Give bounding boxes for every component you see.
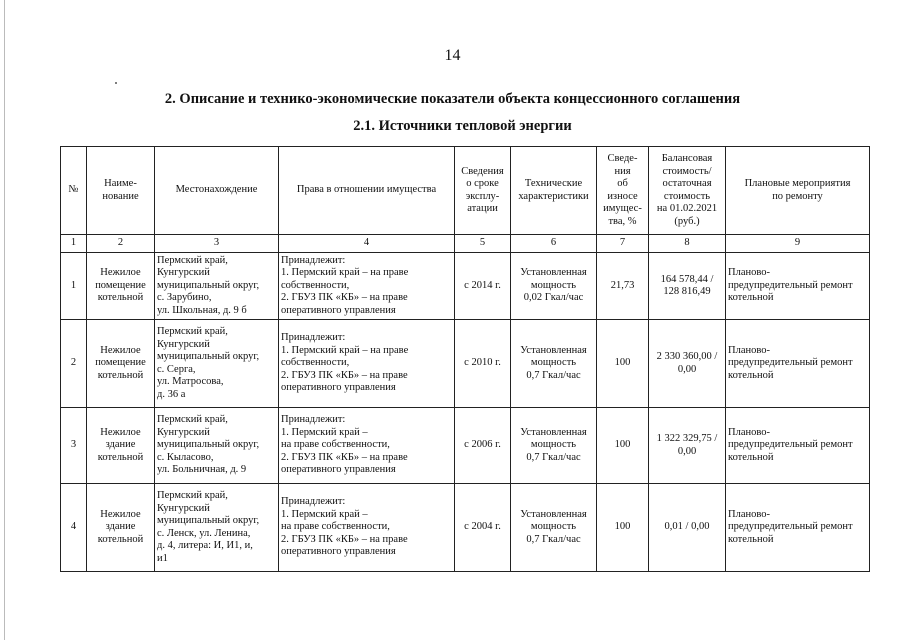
- cell-line: Сведения: [461, 165, 504, 177]
- cell-line: 0,01 / 0,00: [664, 521, 710, 533]
- cell-line: атации: [467, 203, 498, 214]
- cell-tech: [511, 408, 597, 484]
- cell-line: помещение: [95, 357, 146, 369]
- cell-line: Установленная: [520, 267, 587, 279]
- cell-line: с. Зарубино,: [157, 292, 212, 304]
- cell-line: №: [68, 184, 79, 196]
- cell-line: Планово-: [728, 344, 770, 356]
- cell-line: Права в отношении имущества: [296, 184, 437, 196]
- cell-tech: [511, 484, 597, 572]
- cell-line: на праве собственности,: [281, 439, 390, 451]
- column-number: 5: [455, 235, 511, 253]
- cell-line: 164 578,44 /: [660, 273, 714, 285]
- cell-wear: 100: [597, 320, 649, 408]
- cell-line: Нежилое: [100, 344, 141, 356]
- cell-line: Кунгурский: [157, 267, 210, 279]
- cell-rights: [279, 408, 455, 484]
- cell-location: [155, 484, 279, 572]
- cell-line: котельной: [97, 292, 144, 304]
- cell-line: собственности,: [281, 357, 350, 369]
- cell-line: собственности,: [281, 279, 350, 291]
- cell-rights: [279, 253, 455, 320]
- cell-line: 2 330 360,00 /: [656, 351, 718, 362]
- cell-line: Нежилое: [100, 267, 141, 279]
- cell-line: ул. Школьная, д. 9 б: [157, 304, 247, 316]
- scan-speck: [115, 82, 117, 84]
- cell-line: предупредительный ремонт: [728, 521, 853, 533]
- cell-line: 0,00: [677, 363, 697, 375]
- cell-line: оперативного управления: [281, 304, 396, 316]
- cell-line: здание: [105, 521, 136, 533]
- cell-line: на праве собственности,: [281, 521, 390, 533]
- page-number: 14: [444, 47, 461, 64]
- column-number: 8: [649, 235, 726, 253]
- cell-line: нование: [102, 190, 139, 202]
- cell-line: Установленная: [520, 344, 587, 356]
- cell-line: 0,7 Гкал/час: [526, 451, 581, 463]
- header-number: [61, 147, 87, 235]
- cell-line: Принадлежит:: [281, 254, 346, 266]
- cell-line: Планово-: [728, 426, 770, 438]
- cell-plan: [726, 408, 870, 484]
- heat-sources-table: [60, 146, 870, 572]
- cell-line: Технические: [524, 178, 583, 189]
- cell-term: с 2004 г.: [455, 484, 511, 572]
- cell-line: Балансовая: [661, 153, 713, 164]
- cell-number: 4: [61, 484, 87, 572]
- cell-line: котельной: [728, 533, 774, 545]
- cell-line: имущес-: [603, 203, 642, 214]
- cell-line: 0,7 Гкал/час: [526, 369, 581, 381]
- cell-wear: 100: [597, 484, 649, 572]
- cell-line: Пермский край,: [157, 414, 228, 426]
- cell-line: 0,00: [677, 445, 697, 457]
- cell-line: с. Серга,: [157, 363, 196, 375]
- cell-line: Кунгурский: [157, 426, 210, 438]
- cell-line: котельной: [728, 451, 774, 463]
- cell-line: 2. ГБУЗ ПК «КБ» – на праве: [281, 533, 408, 545]
- cell-name: [87, 408, 155, 484]
- cell-plan: [726, 253, 870, 320]
- cell-line: Пермский край,: [157, 254, 228, 266]
- cell-line: котельной: [97, 451, 144, 463]
- cell-line: муниципальный округ,: [157, 515, 260, 526]
- cell-line: мощность: [530, 279, 577, 291]
- cell-line: Местонахождение: [175, 184, 258, 196]
- cell-cost: [649, 320, 726, 408]
- cell-line: 2. ГБУЗ ПК «КБ» – на праве: [281, 292, 408, 304]
- cell-line: котельной: [97, 369, 144, 381]
- cell-term: с 2006 г.: [455, 408, 511, 484]
- cell-line: характеристики: [518, 190, 589, 202]
- subsection-title: 2.1. Источники тепловой энергии: [353, 118, 572, 134]
- cell-line: Принадлежит:: [281, 496, 346, 508]
- cell-line: Пермский край,: [157, 326, 228, 337]
- column-number: 6: [511, 235, 597, 253]
- cell-tech: [511, 320, 597, 408]
- cell-term: с 2014 г.: [455, 253, 511, 320]
- cell-rights: [279, 484, 455, 572]
- cell-line: 1. Пермский край –: [281, 426, 368, 438]
- cell-line: Плановые мероприятия: [744, 178, 851, 189]
- cell-line: 0,7 Гкал/час: [526, 533, 581, 545]
- cell-number: 3: [61, 408, 87, 484]
- cell-term: с 2010 г.: [455, 320, 511, 408]
- cell-tech: [511, 253, 597, 320]
- cell-name: [87, 484, 155, 572]
- table-row: [61, 484, 870, 572]
- column-number-row: [61, 235, 870, 253]
- cell-rights: [279, 320, 455, 408]
- cell-line: д. 36 а: [157, 388, 186, 400]
- cell-line: с. Кыласово,: [157, 451, 214, 463]
- table-row: [61, 320, 870, 408]
- cell-line: муниципальный округ,: [157, 351, 260, 362]
- cell-line: оперативного управления: [281, 382, 396, 394]
- cell-line: и1: [157, 552, 168, 564]
- cell-line: Нежилое: [100, 508, 141, 520]
- cell-number: 1: [61, 253, 87, 320]
- cell-line: износе: [607, 190, 638, 202]
- cell-line: стоимость/: [662, 165, 712, 177]
- cell-line: 1 322 329,75 /: [656, 433, 718, 444]
- cell-cost: [649, 253, 726, 320]
- cell-line: 1. Пермский край – на праве: [281, 267, 409, 279]
- header-rights: [279, 147, 455, 235]
- cell-line: эксплу-: [465, 190, 500, 202]
- cell-line: котельной: [97, 533, 144, 545]
- cell-line: д. 4, литера: И, И1, и,: [157, 540, 253, 551]
- cell-line: 0,02 Гкал/час: [523, 292, 584, 304]
- cell-name: [87, 320, 155, 408]
- cell-cost: [649, 408, 726, 484]
- header-plan: [726, 147, 870, 235]
- cell-line: котельной: [728, 292, 774, 304]
- cell-line: муниципальный округ,: [157, 439, 260, 451]
- column-number: 3: [155, 235, 279, 253]
- cell-line: по ремонту: [772, 190, 823, 202]
- cell-name: [87, 253, 155, 320]
- header-term: [455, 147, 511, 235]
- cell-wear: 100: [597, 408, 649, 484]
- cell-line: 1. Пермский край –: [281, 508, 368, 520]
- header-location: [155, 147, 279, 235]
- header-wear: [597, 147, 649, 235]
- cell-line: 2. ГБУЗ ПК «КБ» – на праве: [281, 451, 408, 463]
- cell-plan: [726, 484, 870, 572]
- column-number: 4: [279, 235, 455, 253]
- cell-line: на 01.02.2021: [656, 203, 718, 214]
- cell-line: Установленная: [520, 426, 587, 438]
- column-number: 2: [87, 235, 155, 253]
- table-row: [61, 253, 870, 320]
- table-row: [61, 408, 870, 484]
- cell-line: стоимость: [663, 190, 711, 202]
- cell-location: [155, 320, 279, 408]
- cell-line: о сроке: [466, 178, 499, 189]
- cell-line: помещение: [95, 279, 146, 291]
- cell-plan: [726, 320, 870, 408]
- cell-line: об: [617, 178, 628, 189]
- cell-line: Кунгурский: [157, 338, 210, 350]
- header-tech: [511, 147, 597, 235]
- cell-line: ул. Матросова,: [157, 376, 224, 387]
- cell-line: мощность: [530, 357, 577, 369]
- cell-line: 2. ГБУЗ ПК «КБ» – на праве: [281, 369, 408, 381]
- cell-line: муниципальный округ,: [157, 279, 260, 291]
- table-header-row: [61, 147, 870, 235]
- cell-line: Принадлежит:: [281, 332, 346, 344]
- header-cost: [649, 147, 726, 235]
- section-title: 2. Описание и технико-экономические показатели объекта концессионного соглашения: [164, 91, 741, 107]
- cell-line: Установленная: [520, 508, 587, 520]
- cell-line: Принадлежит:: [281, 414, 346, 426]
- cell-line: Планово-: [728, 267, 770, 279]
- cell-line: котельной: [728, 369, 774, 381]
- cell-line: оперативного управления: [281, 464, 396, 476]
- cell-line: 128 816,49: [663, 286, 711, 297]
- cell-line: мощность: [530, 439, 577, 451]
- cell-cost: [649, 484, 726, 572]
- cell-line: (руб.): [674, 215, 700, 227]
- column-number: 7: [597, 235, 649, 253]
- cell-line: тва, %: [608, 215, 637, 227]
- cell-line: с. Ленск, ул. Ленина,: [157, 527, 251, 539]
- cell-line: Наиме-: [104, 178, 137, 189]
- cell-number: 2: [61, 320, 87, 408]
- cell-line: Пермский край,: [157, 490, 228, 501]
- cell-line: ния: [614, 165, 631, 177]
- cell-line: ул. Больничная, д. 9: [157, 464, 247, 476]
- cell-location: [155, 408, 279, 484]
- table-body: [61, 253, 870, 572]
- cell-line: Планово-: [728, 508, 770, 520]
- cell-line: оперативного управления: [281, 546, 396, 558]
- cell-line: Кунгурский: [157, 502, 210, 514]
- cell-line: 1. Пермский край – на праве: [281, 344, 409, 356]
- header-name: [87, 147, 155, 235]
- cell-line: предупредительный ремонт: [728, 439, 853, 451]
- cell-line: предупредительный ремонт: [728, 357, 853, 369]
- cell-line: мощность: [530, 521, 577, 533]
- cell-line: здание: [105, 439, 136, 451]
- cell-line: предупредительный ремонт: [728, 279, 853, 291]
- column-number: 9: [726, 235, 870, 253]
- cell-location: [155, 253, 279, 320]
- column-number: 1: [61, 235, 87, 253]
- cell-line: остаточная: [662, 178, 712, 189]
- cell-line: Нежилое: [100, 426, 141, 438]
- cell-line: Сведе-: [607, 153, 638, 164]
- cell-wear: 21,73: [597, 253, 649, 320]
